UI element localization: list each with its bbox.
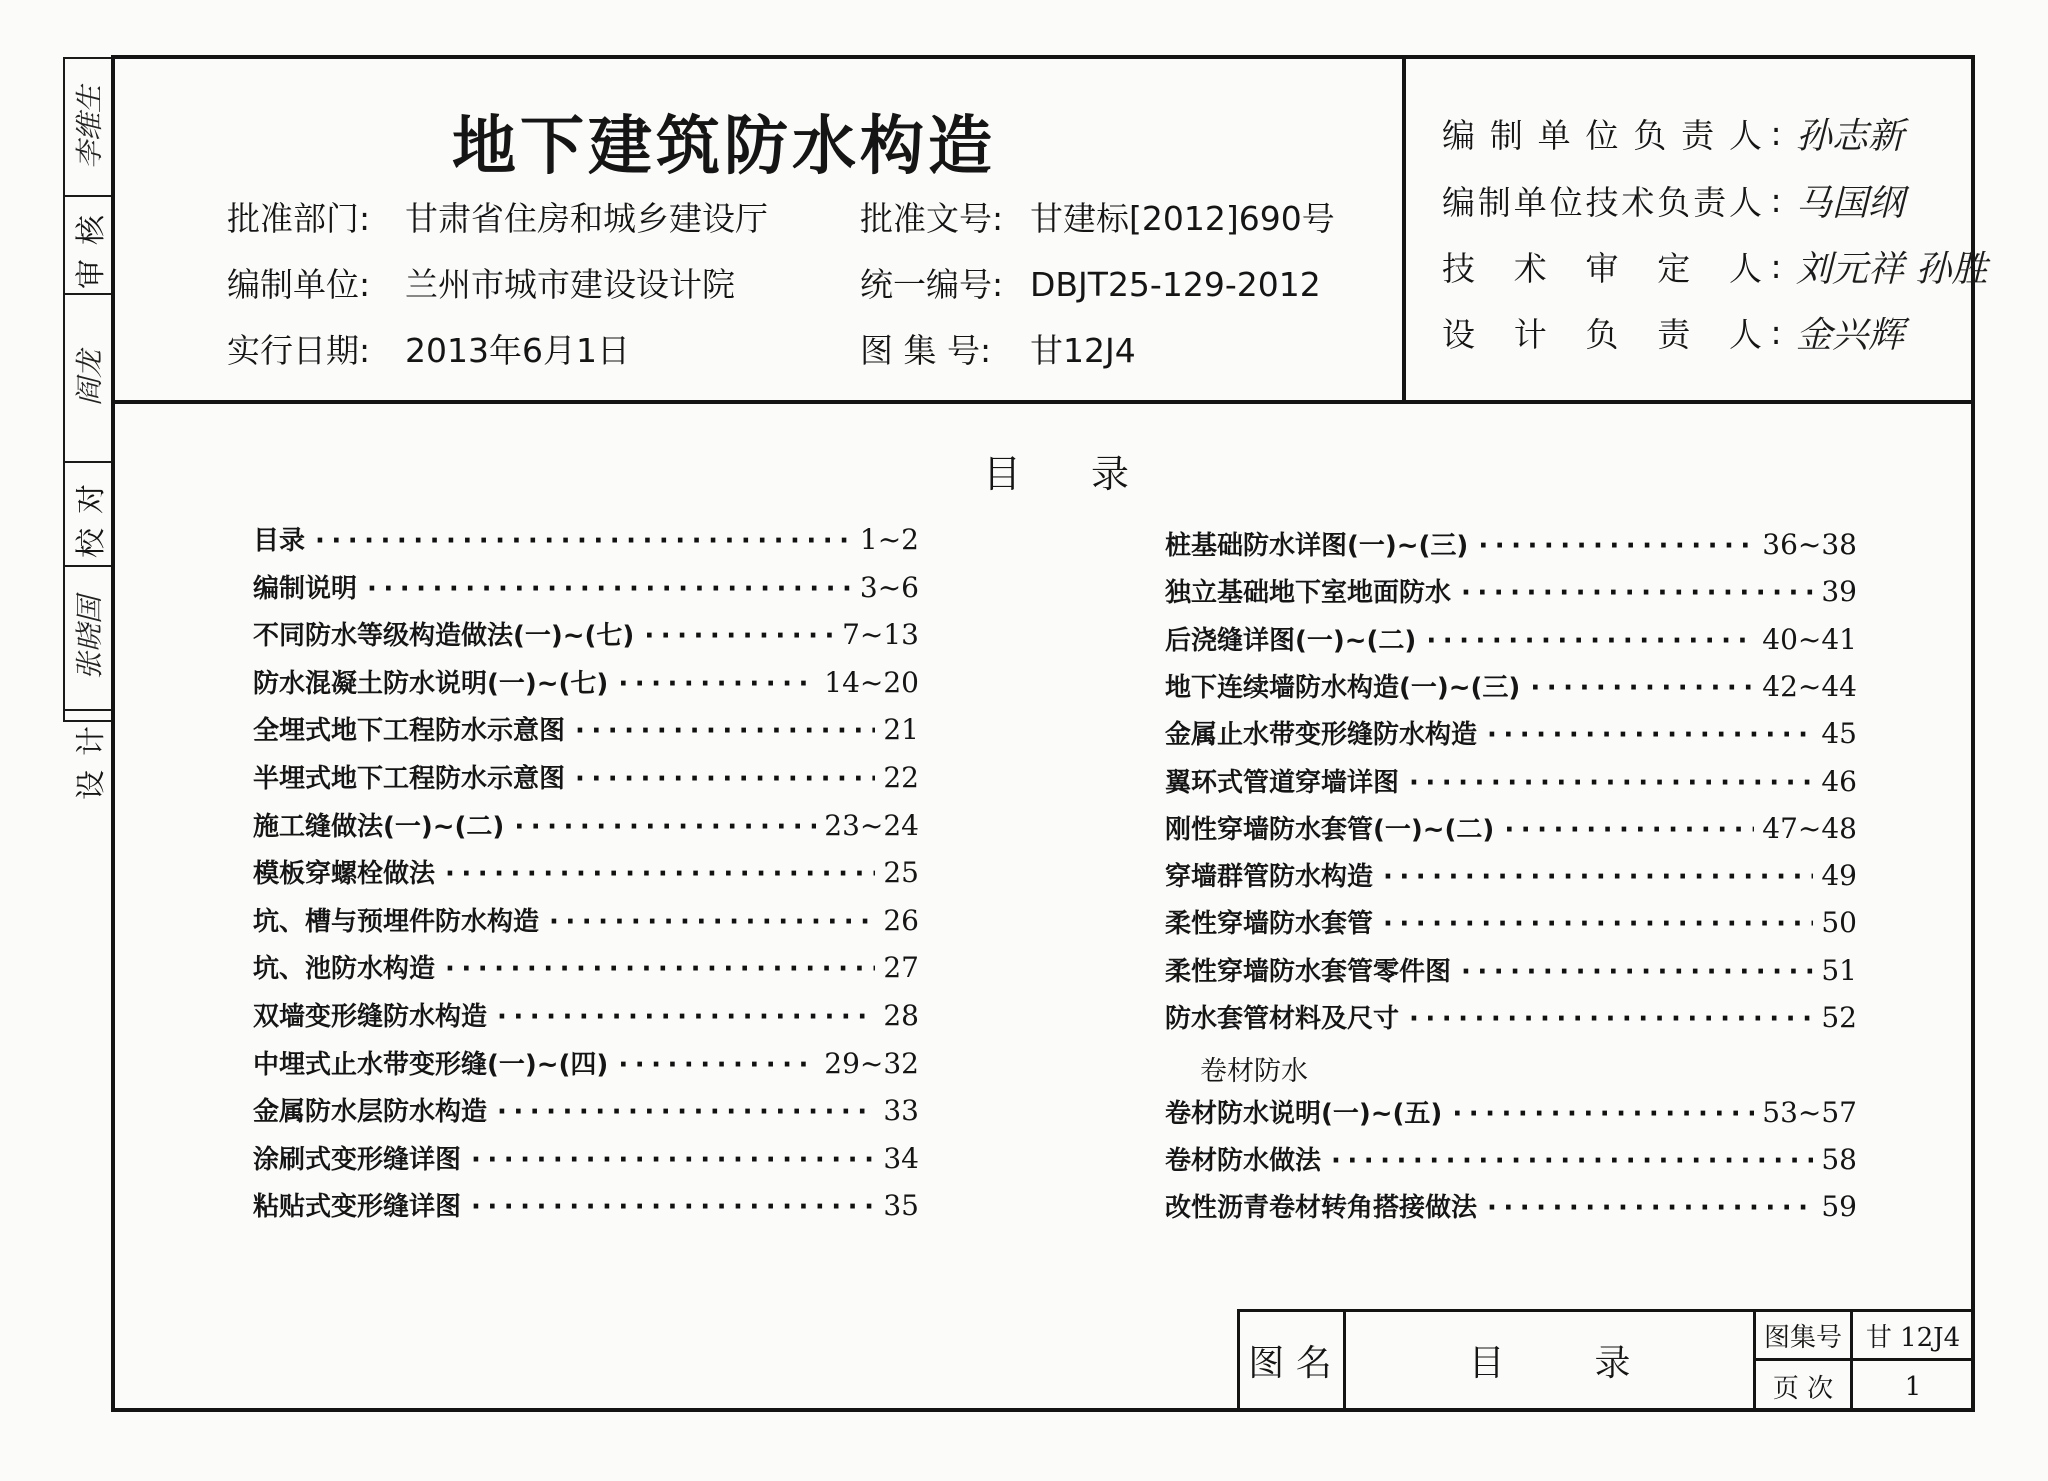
toc-entry-label: 后浇缝详图(一)~(二) bbox=[1165, 625, 1417, 656]
toc-entry-label: 半埋式地下工程防水示意图 bbox=[253, 764, 566, 794]
dot-leader bbox=[1461, 578, 1813, 608]
toc-entry-label: 改性沥青卷材转角搭接做法 bbox=[1165, 1193, 1478, 1224]
toc-entry-label: 卷材防水做法 bbox=[1165, 1145, 1322, 1176]
dot-leader bbox=[575, 764, 875, 794]
toc-section-heading: 卷材防水 bbox=[1200, 1056, 1308, 1088]
toc-entry[interactable] bbox=[1165, 667, 1857, 701]
dot-leader bbox=[445, 859, 875, 889]
toc-entry-page: 47~48 bbox=[1762, 811, 1857, 845]
dot-leader bbox=[445, 954, 875, 984]
toc-entry[interactable] bbox=[253, 1044, 919, 1078]
toc-entry-label: 卷材防水说明(一)~(五) bbox=[1165, 1098, 1443, 1129]
toc-entry-page: 34 bbox=[883, 1141, 919, 1175]
dot-leader bbox=[618, 1050, 816, 1080]
toc-entry-page: 14~20 bbox=[824, 665, 919, 699]
toc-entry[interactable] bbox=[253, 853, 919, 890]
toc-entry-page: 7~13 bbox=[842, 618, 919, 652]
toc-entry-label: 柔性穿墙防水套管 bbox=[1165, 909, 1374, 940]
toc-entry-page: 45 bbox=[1821, 717, 1857, 751]
toc-entry-label: 独立基础地下室地面防水 bbox=[1165, 578, 1452, 609]
toc-entry-page: 22 bbox=[883, 761, 919, 794]
toc-entry-label: 地下连续墙防水构造(一)~(三) bbox=[1165, 672, 1521, 703]
toc-entry-label: 中埋式止水带变形缝(一)~(四) bbox=[253, 1049, 609, 1080]
header-vertical-divider bbox=[1402, 55, 1406, 402]
meta-approval-number: 批准文号: 甘建标[2012]690号 bbox=[860, 199, 1335, 238]
toc-entry-label: 穿墙群管防水构造 bbox=[1165, 862, 1374, 893]
toc-entry-page: 42~44 bbox=[1762, 669, 1857, 703]
dot-leader bbox=[644, 621, 834, 651]
toc-entry-label: 翼环式管道穿墙详图 bbox=[1165, 767, 1400, 798]
dot-leader bbox=[1530, 673, 1754, 703]
dot-leader bbox=[549, 907, 875, 937]
toc-entry-page: 23~24 bbox=[824, 808, 919, 842]
toc-entry[interactable] bbox=[1165, 572, 1857, 609]
toc-entry-page: 58 bbox=[1821, 1142, 1857, 1176]
toc-entry[interactable] bbox=[253, 568, 919, 602]
toc-entry-label: 粘贴式变形缝详图 bbox=[253, 1192, 462, 1223]
toc-entry[interactable] bbox=[1165, 1093, 1857, 1127]
toc-entry-page: 1~2 bbox=[859, 523, 919, 556]
toc-entry[interactable] bbox=[1165, 620, 1857, 654]
toc-entry-page: 29~32 bbox=[824, 1046, 919, 1080]
toc-entry[interactable] bbox=[253, 663, 919, 697]
drawing-name-value: 目 录 bbox=[1468, 1343, 1631, 1384]
toc-entry[interactable] bbox=[1165, 714, 1857, 751]
toc-entry[interactable] bbox=[253, 1186, 919, 1223]
meta-unified-number: 统一编号: DBJT25-129-2012 bbox=[860, 265, 1321, 304]
toc-entry-page: 28 bbox=[883, 999, 919, 1032]
toc-entry[interactable] bbox=[253, 948, 919, 985]
toc-entry-label: 编制说明 bbox=[253, 573, 358, 604]
meta-approving-department: 批准部门: 甘肃省住房和城乡建设厅 bbox=[227, 199, 768, 238]
toc-entry-label: 全埋式地下工程防水示意图 bbox=[253, 716, 566, 747]
toc-entry-label: 柔性穿墙防水套管零件图 bbox=[1165, 956, 1452, 987]
responsible-design: 设计负责人 : 金兴辉 bbox=[1442, 307, 1904, 358]
toc-entry[interactable] bbox=[1165, 525, 1857, 559]
toc-entry-label: 坑、池防水构造 bbox=[253, 954, 436, 985]
toc-entry-page: 49 bbox=[1821, 859, 1857, 893]
toc-entry-label: 防水套管材料及尺寸 bbox=[1165, 1004, 1400, 1034]
atlas-number-value: 甘 12J4 bbox=[1865, 1322, 1961, 1353]
toc-entry-page: 33 bbox=[883, 1094, 919, 1128]
toc-entry[interactable] bbox=[1165, 856, 1857, 893]
page-label: 页 次 bbox=[1772, 1374, 1834, 1404]
page-number: 1 bbox=[1904, 1371, 1922, 1402]
meta-effective-date: 实行日期: 2013年6月1日 bbox=[227, 331, 630, 370]
toc-entry-page: 40~41 bbox=[1762, 622, 1857, 656]
dot-leader bbox=[1383, 909, 1813, 939]
dot-leader bbox=[1331, 1146, 1813, 1176]
toc-entry[interactable] bbox=[1165, 1187, 1857, 1224]
dot-leader bbox=[1487, 1193, 1813, 1223]
strip-signature-proofread: 张晓国 bbox=[65, 567, 111, 711]
toc-entry-label: 模板穿螺栓做法 bbox=[253, 859, 436, 890]
toc-entry-page: 53~57 bbox=[1762, 1095, 1857, 1129]
toc-entry-page: 39 bbox=[1821, 575, 1857, 609]
toc-entry[interactable] bbox=[253, 806, 919, 840]
toc-entry-page: 52 bbox=[1821, 1001, 1857, 1034]
toc-entry-label: 刚性穿墙防水套管(一)~(二) bbox=[1165, 814, 1495, 845]
toc-entry[interactable] bbox=[253, 520, 919, 554]
toc-entry[interactable] bbox=[1165, 998, 1857, 1032]
toc-entry-page: 51 bbox=[1821, 953, 1857, 987]
toc-entry[interactable] bbox=[1165, 951, 1857, 985]
dot-leader bbox=[1409, 768, 1813, 798]
toc-entry[interactable] bbox=[253, 710, 919, 747]
toc-entry-label: 施工缝做法(一)~(二) bbox=[253, 811, 505, 842]
dot-leader bbox=[1504, 815, 1754, 845]
strip-signature-review: 阎龙 bbox=[65, 295, 111, 463]
strip-role-design: 设计 bbox=[74, 712, 109, 800]
toc-entry-label: 涂刷式变形缝详图 bbox=[253, 1144, 462, 1175]
signature: 马国纲 bbox=[1796, 183, 1905, 224]
toc-entry[interactable] bbox=[253, 615, 919, 652]
toc-entry[interactable] bbox=[1165, 762, 1857, 796]
dot-leader bbox=[575, 716, 875, 746]
strip-role-proofread: 校对 bbox=[65, 463, 111, 567]
toc-entry-label: 不同防水等级构造做法(一)~(七) bbox=[253, 621, 635, 652]
toc-entry-label: 桩基础防水详图(一)~(三) bbox=[1165, 531, 1469, 561]
toc-entry-label: 防水混凝土防水说明(一)~(七) bbox=[253, 668, 609, 699]
toc-left-column bbox=[253, 520, 919, 1240]
dot-leader bbox=[315, 526, 852, 556]
responsible-technical-reviewer: 技术审定人 : 刘元祥 孙胜 bbox=[1442, 241, 1987, 292]
toc-entry-label: 目录 bbox=[253, 526, 306, 556]
toc-entry[interactable] bbox=[1165, 903, 1857, 940]
strip-signature-reviewer: 李维生 bbox=[65, 59, 111, 197]
dot-leader bbox=[1409, 1004, 1813, 1034]
meta-compiling-unit: 编制单位: 兰州市城市建设设计院 bbox=[227, 265, 735, 304]
dot-leader bbox=[1426, 626, 1754, 656]
toc-entry-label: 金属止水带变形缝防水构造 bbox=[1165, 720, 1478, 751]
toc-entry[interactable] bbox=[1165, 809, 1857, 843]
toc-entry-page: 50 bbox=[1821, 906, 1857, 940]
drawing-name-label: 图 名 bbox=[1248, 1343, 1332, 1384]
toc-entry[interactable] bbox=[253, 901, 919, 935]
dot-leader bbox=[497, 1002, 875, 1032]
meta-atlas-number: 图 集 号: 甘12J4 bbox=[860, 331, 1136, 370]
toc-title: 目 录 bbox=[983, 452, 1130, 496]
toc-entry-page: 36~38 bbox=[1762, 528, 1857, 561]
dot-leader bbox=[471, 1192, 875, 1222]
toc-entry[interactable] bbox=[1165, 1140, 1857, 1174]
atlas-number-label: 图集号 bbox=[1763, 1322, 1842, 1353]
toc-entry-page: 59 bbox=[1821, 1190, 1857, 1224]
signature: 刘元祥 孙胜 bbox=[1796, 249, 1988, 290]
toc-entry-label: 双墙变形缝防水构造 bbox=[253, 1002, 488, 1032]
dot-leader bbox=[1452, 1099, 1754, 1129]
toc-entry-label: 金属防水层防水构造 bbox=[253, 1097, 488, 1128]
toc-entry[interactable] bbox=[253, 996, 919, 1030]
dot-leader bbox=[1487, 720, 1813, 750]
toc-entry-page: 27 bbox=[883, 951, 919, 985]
dot-leader bbox=[1383, 862, 1813, 892]
toc-entry-page: 46 bbox=[1821, 764, 1857, 798]
dot-leader bbox=[367, 574, 852, 604]
responsible-technical: 编制单位技术负责人 : 马国纲 bbox=[1442, 175, 1904, 226]
toc-entry-page: 3~6 bbox=[859, 570, 919, 604]
toc-entry-page: 26 bbox=[883, 903, 919, 937]
dot-leader bbox=[1461, 957, 1813, 987]
title-block bbox=[1237, 1309, 1975, 1412]
signature: 金兴辉 bbox=[1796, 315, 1905, 356]
strip-role-review: 审核 bbox=[65, 197, 111, 295]
dot-leader bbox=[514, 812, 816, 842]
toc-entry[interactable] bbox=[253, 1139, 919, 1173]
toc-entry[interactable] bbox=[253, 1091, 919, 1128]
toc-entry-page: 35 bbox=[883, 1189, 919, 1223]
dot-leader bbox=[471, 1145, 875, 1175]
toc-entry-page: 25 bbox=[883, 856, 919, 890]
dot-leader bbox=[1478, 531, 1754, 561]
toc-right-column bbox=[1165, 525, 1857, 1245]
dot-leader bbox=[497, 1097, 875, 1127]
toc-entry-page: 21 bbox=[883, 713, 919, 747]
page-title: 地下建筑防水构造 bbox=[452, 110, 996, 184]
signature-strip bbox=[63, 57, 111, 800]
toc-entry[interactable] bbox=[253, 758, 919, 792]
responsible-compiling-unit: 编制单位负责人 : 孙志新 bbox=[1442, 108, 1904, 159]
toc-entry-label: 坑、槽与预埋件防水构造 bbox=[253, 906, 540, 937]
dot-leader bbox=[618, 669, 816, 699]
header-divider bbox=[111, 400, 1975, 404]
signature: 孙志新 bbox=[1796, 116, 1905, 157]
